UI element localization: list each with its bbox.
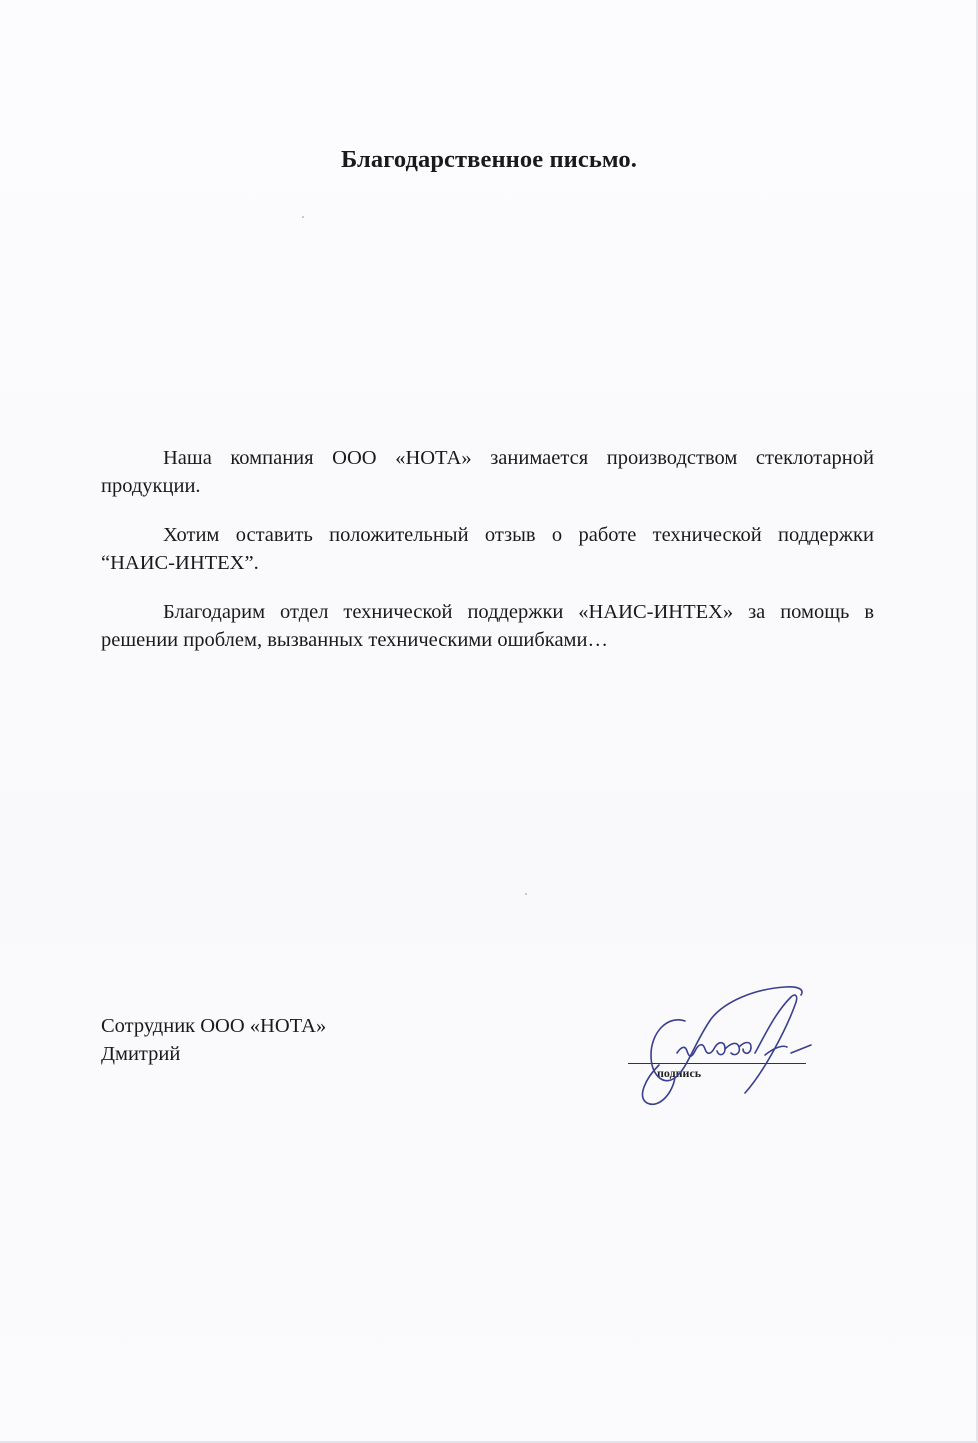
paragraph-gratitude: Благодарим отдел технической поддержки «НАИС-ИНТЕХ» за помощь в решении проблем, вызванных техническими ошибками…	[101, 601, 874, 651]
sender-position: Сотрудник ООО «НОТА»	[101, 1015, 327, 1037]
letter-title: Благодарственное письмо.	[341, 146, 637, 173]
sender-block	[101, 1012, 326, 1068]
signature-icon	[615, 975, 825, 1115]
paper-speck	[302, 216, 304, 218]
letter-body	[101, 444, 874, 675]
paper-speck	[525, 893, 527, 895]
paragraph-feedback: Хотим оставить положительный отзыв о работе технической поддержки “НАИС-ИНТЕХ”.	[101, 524, 874, 574]
paragraph-company: Наша компания ООО «НОТА» занимается производством стеклотарной продукции.	[101, 447, 874, 497]
sender-name: Дмитрий	[101, 1043, 181, 1065]
signature-caption: подпись	[657, 1066, 702, 1080]
